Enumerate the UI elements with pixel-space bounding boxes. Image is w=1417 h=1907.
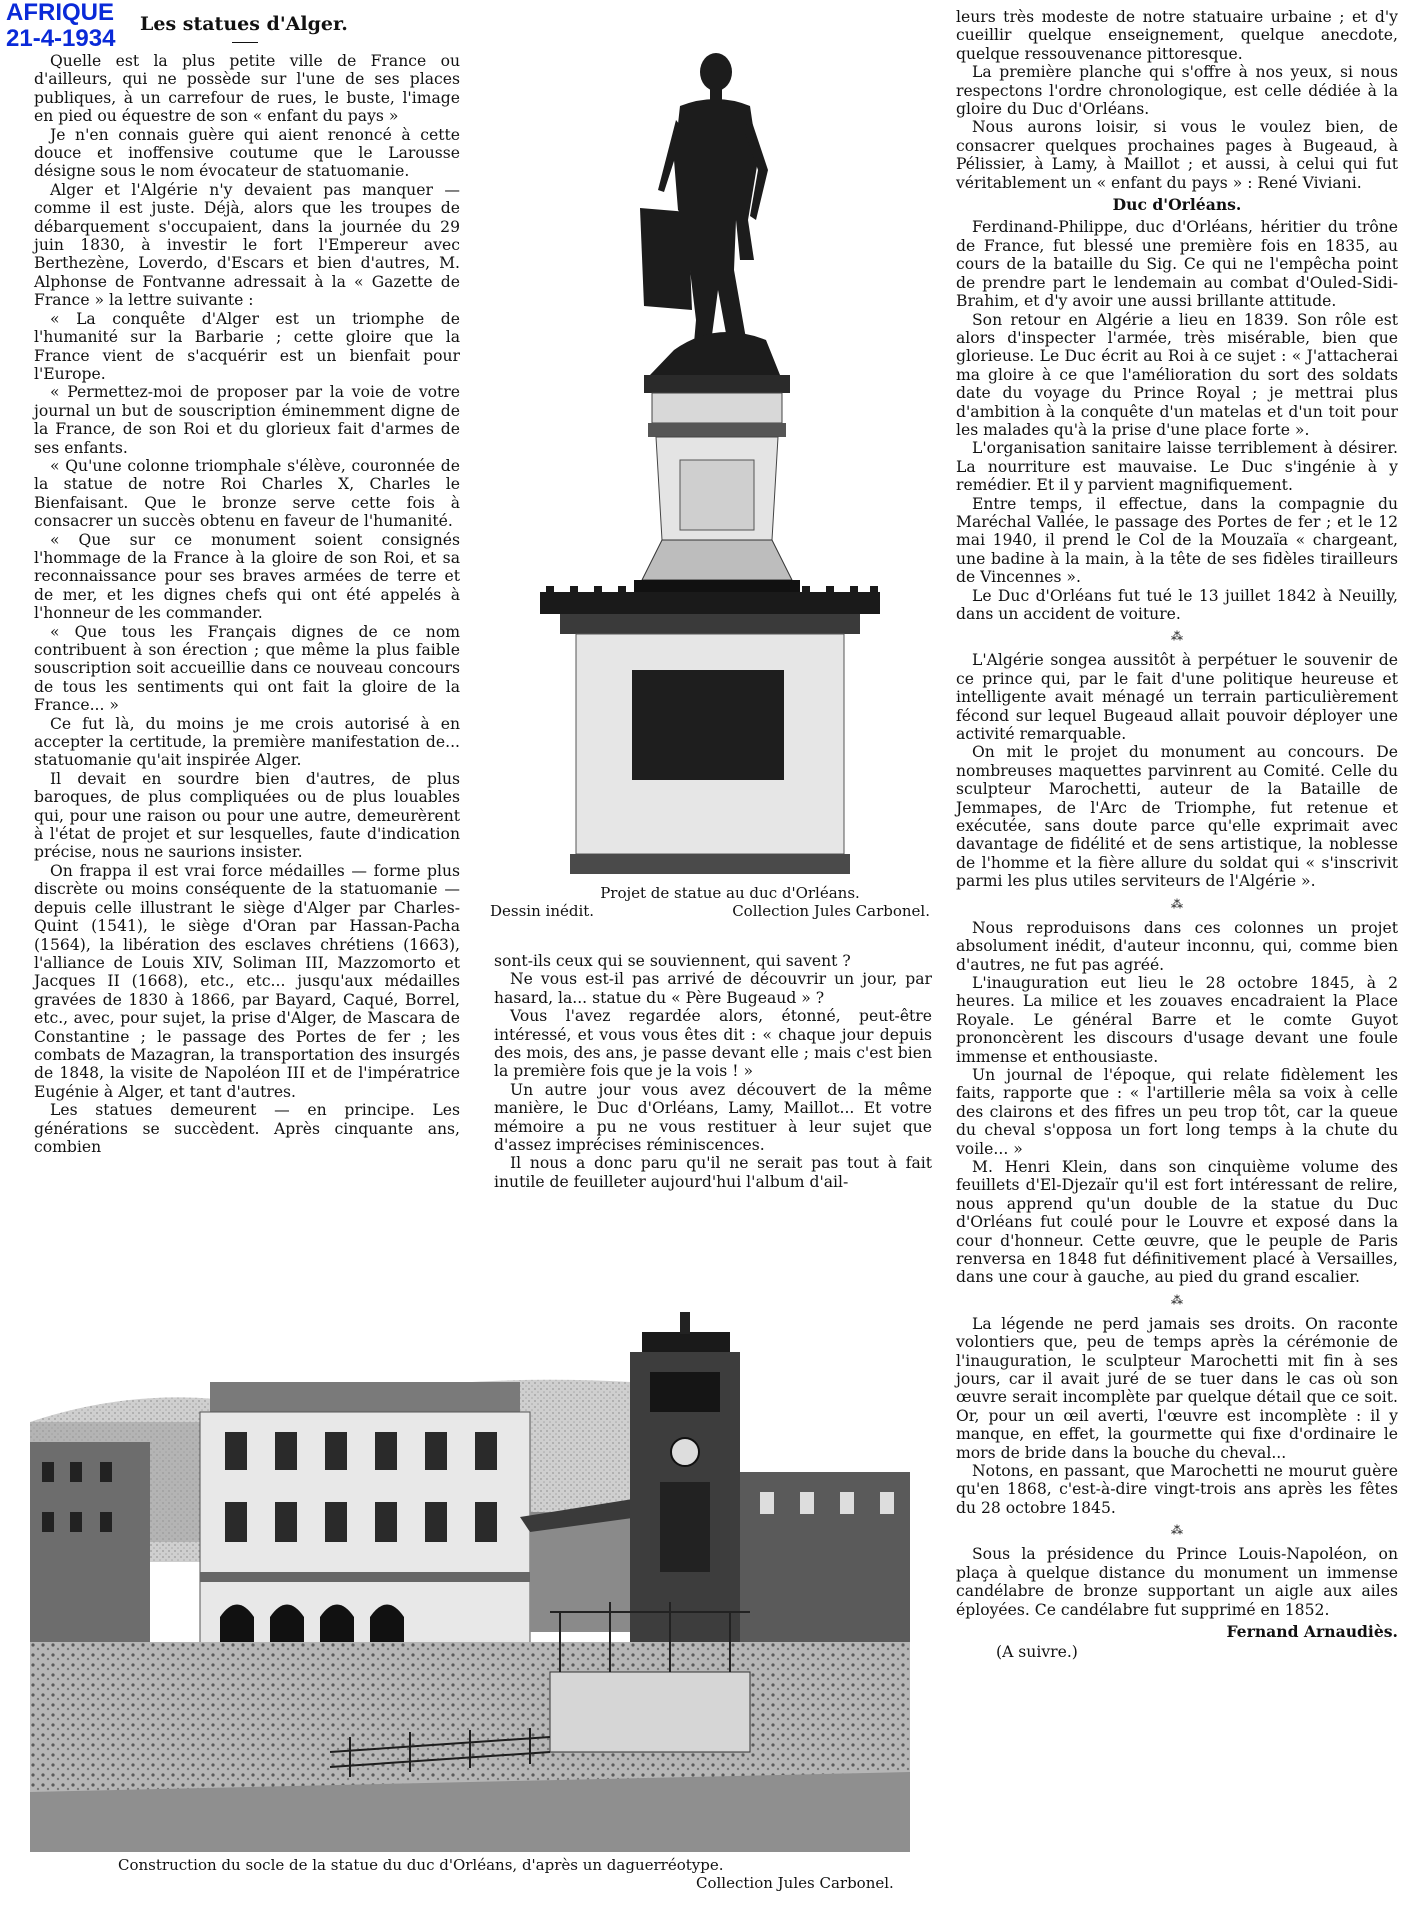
paragraph: Notons, en passant, que Marochetti ne mourut guère qu'en 1868, c'est-à-dire vingt-trois ans après les fêtes du 28 octobre 1845. — [956, 1462, 1398, 1517]
paragraph: « Que sur ce monument soient consignés l'hommage de la France à la gloire de son Roi, et sa reconnaissance pour ses braves armées de terre et de mer, et les dignes chefs qui ont été appelés à l'honneur de les commander. — [34, 530, 460, 623]
paragraph: La légende ne perd jamais ses droits. On raconte volontiers que, peu de temps après la cérémonie de l'inauguration, le sculpteur Marochetti mit fin à ses jours, car il avait juré de se tuer dans le cas où son œuvre serait incomplète par quelque détail que ce soit. Or, pour un œil averti, l'œuvre est incomplète : il y manque, en effet, la gourmette qui fixe d'ordinaire le mors de bride dans la bouche du cheval... — [956, 1314, 1398, 1462]
construction-photo — [30, 1232, 910, 1852]
paragraph: Il devait en sourdre bien d'autres, de plus baroques, de plus compliquées ou de plus louables qui, pour une raison ou pour une autre, demeurèrent à l'état de projet et sur lesquelles, faute d'indication précise, nous ne saurions insister. — [34, 769, 460, 862]
paragraph: On mit le projet du monument au concours. De nombreuses maquettes parvinrent au Comité. Celle du sculpteur Marochetti, auteur de la Bataille de Jemmapes, de l'Arc de Triomphe, fut retenue et exécutée, sans doute parce qu'elle exprimait avec davantage de fidélité et de sens artistique, la noblesse de l'homme et la fière allure du soldat qui « s'inscrivit parmi les plus utiles serviteurs de l'Algérie ». — [956, 743, 1398, 891]
column-2 — [494, 952, 932, 1191]
statue-caption-credit: Dessin inédit. — [490, 902, 595, 920]
paragraph: Je n'en connais guère qui aient renoncé à cette douce et inoffensive coutume que le Larousse désigne sous le nom évocateur de statuomanie. — [34, 125, 460, 181]
column-1 — [34, 52, 460, 1156]
paragraph: Ferdinand-Philippe, duc d'Orléans, héritier du trône de France, fut blessé une première fois en 1835, au cours de la bataille du Sig. Ce qui ne l'empêcha point de prendre part le lendemain au combat d'Ouled-Sidi-Brahim, et d'y avoir une aussi brillante attitude. — [956, 218, 1398, 311]
paragraph: Alger et l'Algérie n'y devaient pas manquer — comme il est juste. Déjà, alors que les troupes de débarquement s'occupaient, dans la journée du 29 juin 1830, à investir le fort l'Empereur avec Berthezène, Loverdo, d'Escars et bien d'autres, M. Alphonse de Fontvanne adressait à la « Gazette de France » la lettre suivante : — [34, 180, 460, 310]
statue-caption-collection: Collection Jules Carbonel. — [732, 902, 930, 920]
section-heading: Duc d'Orléans. — [1112, 195, 1242, 215]
paragraph: Les statues demeurent — en principe. Les générations se succèdent. Après cinquante ans, combien — [34, 1101, 460, 1156]
source-name: AFRIQUE — [6, 0, 114, 26]
photo-caption-collection: Collection Jules Carbonel. — [696, 1874, 894, 1892]
paragraph: Ne vous est-il pas arrivé de découvrir un jour, par hasard, la... statue du « Père Bugeaud » ? — [494, 970, 932, 1007]
paragraph: « Permettez-moi de proposer par la voie de votre journal un but de souscription éminemment digne de la France, de son Roi et du glorieux fait d'armes de ses enfants. — [34, 383, 460, 457]
statue-illustration — [540, 20, 880, 880]
paragraph: Entre temps, il effectue, dans la compagnie du Maréchal Vallée, le passage des Portes de fer ; et le 12 mai 1940, il prend le Col de la Mouzaïa « chargeant, une badine à la main, à la tête de ses fidèles tirailleurs de Vincennes ». — [956, 494, 1398, 587]
paragraph: « Que tous les Français dignes de ce nom contribuent à son érection ; que même la plus faible souscription soit accueillie dans ce nouveau concours de tous les sentiments qui ont fait la gloire de la France... » — [34, 622, 460, 715]
newspaper-source-tag — [6, 0, 115, 52]
paragraph: « Qu'une colonne triomphale s'élève, couronnée de la statue de notre Roi Charles X, Charles le Bienfaisant. Que le bronze serve cette fois à consacrer un succès obtenu en faveur de l'humanité. — [34, 456, 460, 531]
paragraph: L'organisation sanitaire laisse terriblement à désirer. La nourriture est mauvaise. Le Duc s'ingénie à y remédier. Et il y parvient magnifiquement. — [956, 439, 1398, 495]
statue-caption — [490, 884, 930, 920]
paragraph: Nous reproduisons dans ces colonnes un projet absolument inédit, d'auteur inconnu, qui, comme bien d'autres, ne fut pas agréé. — [956, 918, 1398, 974]
paragraph: leurs très modeste de notre statuaire urbaine ; et d'y cueillir quelque enseignement, quelque anecdote, quelque ressouvenance pittoresque. — [956, 8, 1398, 63]
paragraph: Nous aurons loisir, si vous le voulez bien, de consacrer quelques prochaines pages à Bugeaud, à Pélissier, à Lamy, à Maillot ; et aussi, à celui qui fut véritablement un « enfant du pays » : René Viviani. — [956, 118, 1398, 192]
paragraph: Il nous a donc paru qu'il ne serait pas tout à fait inutile de feuilleter aujourd'hui l'album d'ail- — [494, 1154, 932, 1191]
section-separator: ⁂ — [1171, 629, 1183, 644]
paragraph: Un journal de l'époque, qui relate fidèlement les faits, rapporte que : « l'artillerie mêla sa voix à celle des clairons et des fifres un peu trop tôt, car la queue du cheval s'opposa un fort long temps à la chute du voile... » — [956, 1065, 1398, 1158]
paragraph: « La conquête d'Alger est un triomphe de l'humanité sur la Barbarie ; cette gloire que la France vient de s'acquérir est un bienfait pour l'Europe. — [34, 309, 460, 383]
paragraph: Ce fut là, du moins je me crois autorisé à en accepter la certitude, la première manifestation de... statuomanie qu'ait inspirée Alger. — [34, 714, 460, 770]
section-separator: ⁂ — [1171, 896, 1183, 911]
paragraph: Quelle est la plus petite ville de France ou d'ailleurs, qui ne possède sur l'une de ses places publiques, à un carrefour de rues, le buste, l'image en pied ou équestre de son « enfant du pays » — [34, 52, 460, 126]
paragraph: L'inauguration eut lieu le 28 octobre 1845, à 2 heures. La milice et les zouaves encadraient la Place Royale. Le général Barre et le comte Guyot prononcèrent les discours d'usage devant une foule immense et enthousiaste. — [956, 973, 1398, 1066]
statue-drawing — [540, 20, 880, 880]
section-separator: ⁂ — [1171, 1292, 1183, 1307]
paragraph: L'Algérie songea aussitôt à perpétuer le souvenir de ce prince qui, par le fait d'une politique heureuse et intelligente avait ménagé un terrain particulièrement fécond sur lequel Bugeaud allait pouvoir déployer une activité remarquable. — [956, 651, 1398, 744]
paragraph: Vous l'avez regardée alors, étonné, peut-être intéressé, et vous vous êtes dit : « chaque jour depuis des mois, des ans, je passe devant elle ; mais c'est bien la première fois que je la vois ! » — [494, 1007, 932, 1081]
column-3 — [956, 8, 1398, 1663]
paragraph: La première planche qui s'offre à nos yeux, si nous respectons l'ordre chronologique, est celle dédiée à la gloire du Duc d'Orléans. — [956, 63, 1398, 119]
paragraph: Le Duc d'Orléans fut tué le 13 juillet 1842 à Neuilly, dans un accident de voiture. — [956, 586, 1398, 623]
paragraph: Un autre jour vous avez découvert de la même manière, le Duc d'Orléans, Lamy, Maillot... Et votre mémoire a pu ne vous restituer à leur sujet que d'assez imprécises réminiscences. — [494, 1080, 932, 1155]
author-signature: Fernand Arnaudiès. — [1226, 1621, 1398, 1641]
paragraph: Sous la présidence du Prince Louis-Napoléon, on plaça à quelque distance du monument un immense candélabre de bronze supportant un aigle aux ailes éployées. Ce candélabre fut supprimé en 1852. — [956, 1545, 1398, 1619]
section-separator: ⁂ — [1171, 1523, 1183, 1538]
to-be-continued: (A suivre.) — [996, 1642, 1078, 1661]
article-title: Les statues d'Alger. — [140, 13, 348, 35]
daguerreotype-photo — [30, 1232, 910, 1852]
paragraph: On frappa il est vrai force médailles — forme plus discrète ou moins conséquente de la statuomanie — depuis celle illustrant le siège d'Alger par Charles-Quint (1541), le siège d'Oran par Hassan-Pacha (1564), la libération des esclaves chrétiens (1663), l'alliance de Louis XIV, Soliman III, Mazzomorto et Jacques II (1668), etc., etc... jusqu'aux médailles gravées de 1830 à 1866, par Bayard, Caqué, Borrel, etc., avec, pour sujet, la prise d'Alger, de Mascara de Constantine ; le passage des Portes de fer ; les combats de Mazagran, la transportation des insurgés de 1848, la visite de Napoléon III et de l'impératrice Eugénie à Alger, et tant d'autres. — [34, 861, 460, 1101]
paragraph: Son retour en Algérie a lieu en 1839. Son rôle est alors d'inspecter l'armée, très misérable, bien que glorieuse. Le Duc écrit au Roi à ce sujet : « J'attacherai ma gloire à ce que l'amélioration du sort des soldats date du voyage du Prince Royal ; je mettrai plus d'ambition à la conquête d'un matelas et d'un toit pour les malades qu'à la prise d'une place forte ». — [956, 310, 1398, 439]
photo-caption-title: Construction du socle de la statue du duc d'Orléans, d'après un daguerréotype. — [118, 1856, 724, 1874]
statue-caption-title: Projet de statue au duc d'Orléans. — [600, 884, 860, 902]
photo-caption — [118, 1856, 918, 1892]
source-date: 21-4-1934 — [6, 25, 116, 52]
paragraph: sont-ils ceux qui se souviennent, qui savent ? — [494, 952, 851, 970]
paragraph: M. Henri Klein, dans son cinquième volume des feuillets d'El-Djezaïr qu'il est fort intéressant de relire, nous apprend qu'un double de la statue du Duc d'Orléans fut coulé pour le Louvre et exposé dans la cour d'honneur. Cette œuvre, que le peuple de Paris renversa en 1848 fut définitivement placé à Versailles, dans une cour à gauche, au pied du grand escalier. — [956, 1157, 1398, 1287]
title-rule — [232, 42, 258, 43]
